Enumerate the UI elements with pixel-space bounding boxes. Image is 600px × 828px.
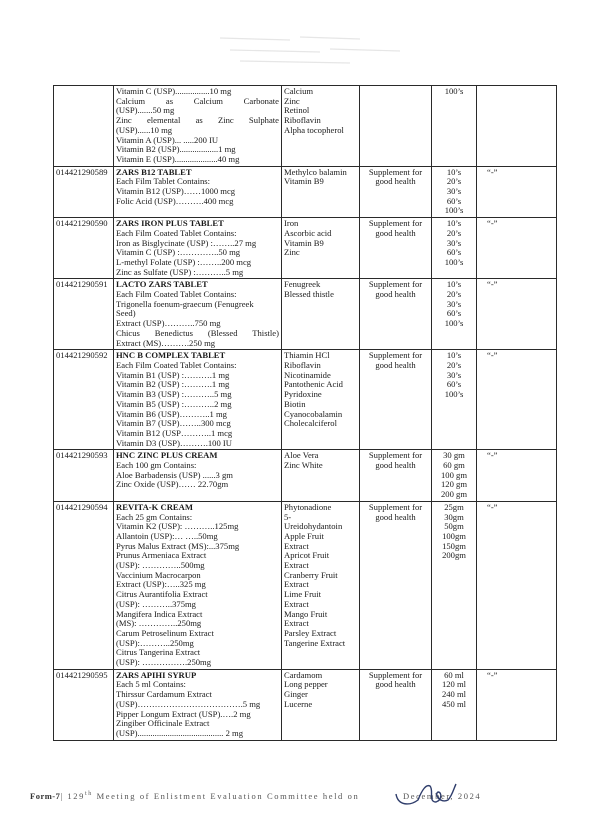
pack-size: 30’s	[446, 186, 462, 197]
pack-size: 100’s	[444, 389, 464, 400]
ingredient-line: Zinc	[284, 247, 300, 258]
ingredient-line: Fenugreek	[284, 279, 321, 290]
reg-no-cell	[54, 86, 114, 167]
composition-line: Vitamin B7 (USP)……..300 mcg	[116, 418, 231, 429]
pack-size: 20’s	[446, 289, 462, 300]
pack-size-cell	[432, 501, 477, 669]
pack-size: 120 ml	[441, 679, 467, 690]
composition-line: (USP): …………..500mg	[116, 560, 205, 571]
pack-size-cell	[432, 86, 477, 167]
ingredient-line: Pantothenic Acid	[284, 379, 343, 390]
pack-size: 100 gm	[440, 469, 468, 480]
ingredient-line: Biotin	[284, 398, 306, 409]
composition-cell	[114, 218, 282, 279]
remarks-cell: “-”	[477, 669, 557, 740]
meeting-number: 129	[67, 791, 85, 801]
composition-line: Extract (USP):…..325 mg	[116, 579, 206, 590]
page-footer: Form-7| 129th Meeting of Enlistment Evaluation Committee held on December, 2024	[30, 791, 482, 801]
ingredient-line: Calcium	[284, 86, 314, 96]
composition-cell	[114, 86, 282, 167]
composition-line: Vitamin B12 (USP………..1 mcg	[116, 427, 233, 438]
pack-size-cell	[432, 350, 477, 450]
indication-cell: Supplement for good health	[360, 501, 432, 669]
ingredient-line: Lime Fruit	[284, 589, 321, 600]
ingredient-line: Apricot Fruit	[284, 550, 330, 561]
ingredient-line: Tangerine Extract	[284, 637, 346, 648]
composition-line: Vitamin D3 (USP)……….100 IU	[116, 437, 232, 448]
composition-line: Aloe Barbadensis (USP) ......3 gm	[116, 469, 233, 480]
composition-line: Citrus Tangerina Extract	[116, 647, 201, 658]
pack-size: 150gm	[442, 540, 466, 551]
composition-line: Each Film Tablet Contains:	[116, 176, 210, 187]
composition-line: Pyrus Malus Extract (MS):...375mg	[116, 540, 240, 551]
composition-line: Mangifera Indica Extract	[116, 608, 203, 619]
ingredients-cell	[282, 501, 360, 669]
pack-size: 60’s	[446, 308, 462, 319]
ingredient-line: Retinol	[284, 105, 310, 116]
reg-no-cell: 014421290592	[54, 350, 114, 450]
composition-line: (USP)……………………………….5 mg	[116, 698, 261, 709]
pack-size-cell	[432, 450, 477, 502]
ingredient-line: 5-	[284, 511, 292, 522]
composition-line: Vitamin B3 (USP) :………..5 mg	[116, 389, 232, 400]
composition-line: Zingiber Officinale Extract	[116, 718, 210, 729]
meeting-ordinal-suffix: th	[84, 791, 93, 798]
ingredient-line: Ureidohydantoin	[284, 521, 343, 532]
composition-line: Allantoin (USP):… …..50mg	[116, 530, 218, 541]
ingredient-line: Zinc	[284, 95, 300, 106]
composition-line: Vitamin B1 (USP) :……….1 mg	[116, 369, 230, 380]
pack-size: 10’s	[446, 166, 462, 177]
product-name: HNC ZINC PLUS CREAM	[116, 450, 218, 461]
composition-line: (USP): ………..375mg	[116, 598, 196, 609]
product-name: HNC B COMPLEX TABLET	[116, 350, 226, 361]
pack-size: 30’s	[446, 237, 462, 248]
enlistment-table	[53, 85, 557, 741]
ingredient-line: Aloe Vera	[284, 450, 319, 461]
pack-size: 100’s	[444, 205, 464, 216]
composition-line: (USP).......50 mg	[116, 105, 175, 116]
pack-size: 10’s	[446, 279, 462, 290]
ingredient-line: Extract	[284, 598, 309, 609]
remarks-cell: “-”	[477, 501, 557, 669]
composition-line: Each 5 ml Contains:	[116, 679, 186, 690]
composition-line: (MS): …………..250mg	[116, 618, 202, 629]
composition-line: Vitamin A (USP)... .....200 IU	[116, 134, 219, 145]
pack-size: 200gm	[442, 550, 466, 561]
pack-size: 100’s	[444, 256, 464, 267]
pack-size: 50gm	[444, 521, 464, 532]
pack-size: 20’s	[446, 359, 462, 370]
remarks-cell: “-”	[477, 450, 557, 502]
pack-size: 30’s	[446, 298, 462, 309]
pack-size: 30’s	[446, 369, 462, 380]
composition-line: (USP)........................................ 2 mg	[116, 728, 244, 738]
indication-cell: Supplement for good health	[360, 279, 432, 350]
composition-line: (USP):………..250mg	[116, 637, 194, 648]
ingredients-cell	[282, 218, 360, 279]
composition-line: Zinc elemental as Zinc Sulphate	[116, 115, 279, 126]
pack-size: 20’s	[446, 227, 462, 238]
composition-line: Seed)	[116, 308, 136, 319]
pack-size: 30 gm	[443, 450, 465, 461]
ingredient-line: Phytonadione	[284, 501, 332, 512]
table-row	[54, 501, 557, 669]
ingredient-line: Extract	[284, 618, 309, 629]
ingredient-line: Lucerne	[284, 698, 313, 709]
table-row	[54, 450, 557, 502]
ingredient-line: Extract	[284, 560, 309, 571]
pack-size: 60’s	[446, 247, 462, 258]
ingredient-line: Parsley Extract	[284, 627, 337, 638]
composition-line: Each 25 gm Contains:	[116, 511, 193, 522]
composition-line: Vitamin B2 (USP)..................1 mg	[116, 144, 236, 155]
composition-line: Each Film Coated Tablet Contains:	[116, 359, 237, 370]
reg-no-cell: 014421290589	[54, 166, 114, 218]
composition-line: Prunus Armeniaca Extract	[116, 550, 207, 561]
ingredient-line: Long pepper	[284, 679, 328, 690]
faint-bleedthrough-text	[200, 28, 420, 68]
ingredient-line: Nicotinamide	[284, 369, 331, 380]
composition-line: Folic Acid (USP)……….400 mcg	[116, 195, 234, 206]
composition-line: (USP)......10 mg	[116, 124, 173, 135]
composition-line: Zinc Oxide (USP)…… 22.70gm	[116, 479, 229, 490]
composition-line: Carum Petroselinum Extract	[116, 627, 214, 638]
pack-size: 60’s	[446, 379, 462, 390]
ingredients-cell	[282, 279, 360, 350]
composition-line: L-methyl Folate (USP) :……..200 mcg	[116, 256, 252, 267]
ingredients-cell	[282, 350, 360, 450]
pack-size: 60’s	[446, 195, 462, 206]
table-row	[54, 279, 557, 350]
pack-size: 450 ml	[441, 698, 467, 709]
product-name: REVITA-K CREAM	[116, 501, 193, 512]
pack-size-cell	[432, 166, 477, 218]
table-row	[54, 86, 557, 167]
footer-text: Meeting of Enlistment Evaluation Committee held on	[92, 791, 360, 801]
ingredients-cell	[282, 450, 360, 502]
composition-line: Citrus Aurantifolia Extract	[116, 589, 208, 600]
indication-cell	[360, 86, 432, 167]
pack-size: 60 gm	[443, 460, 465, 471]
reg-no-cell: 014421290593	[54, 450, 114, 502]
indication-cell: Supplement for good health	[360, 350, 432, 450]
composition-line: Vitamin E (USP)....................40 mg	[116, 153, 240, 164]
composition-line: Calcium as Calcium Carbonate	[116, 95, 279, 106]
ingredient-line: Vitamin B9	[284, 237, 324, 248]
composition-cell	[114, 501, 282, 669]
table-row	[54, 350, 557, 450]
ingredient-line: Blessed thistle	[284, 289, 334, 300]
composition-line: Vitamin B2 (USP) :……….1 mg	[116, 379, 230, 390]
composition-line: Vitamin C (USP) :…………..50 mg	[116, 247, 241, 258]
composition-line: Extract (MS)……….250 mg	[116, 337, 216, 348]
ingredient-line: Cranberry Fruit	[284, 569, 338, 580]
remarks-cell: “-”	[477, 218, 557, 279]
pack-size: 100’s	[444, 86, 464, 96]
ingredients-cell	[282, 86, 360, 167]
pack-size: 120 gm	[440, 479, 468, 490]
reg-no-cell: 014421290595	[54, 669, 114, 740]
ingredient-line: Zinc White	[284, 460, 323, 471]
table-row	[54, 218, 557, 279]
composition-cell	[114, 279, 282, 350]
remarks-cell	[477, 86, 557, 167]
composition-line: Vaccinium Macrocarpon	[116, 569, 201, 580]
remarks-cell: “-”	[477, 279, 557, 350]
pack-size: 25gm	[444, 501, 464, 512]
ingredient-line: Alpha tocopherol	[284, 124, 344, 135]
reg-no-cell: 014421290591	[54, 279, 114, 350]
composition-line: Vitamin K2 (USP): ………..125mg	[116, 521, 239, 532]
product-name: ZARS APIHI SYRUP	[116, 669, 197, 680]
ingredient-line: Methylco balamin	[284, 166, 347, 177]
composition-line: Chicus Benedictus (Blessed Thistle)	[116, 327, 279, 338]
composition-cell	[114, 350, 282, 450]
pack-size: 10’s	[446, 350, 462, 361]
composition-line: Zinc as Sulfate (USP) :………..5 mg	[116, 266, 244, 277]
composition-line: (USP): …………….250mg	[116, 657, 212, 668]
pack-size-cell	[432, 669, 477, 740]
pack-size: 100gm	[442, 530, 466, 541]
composition-line: Each 100 gm Contains:	[116, 460, 197, 471]
indication-cell: Supplement for good health	[360, 669, 432, 740]
ingredient-line: Cardamom	[284, 669, 323, 680]
pack-size-cell	[432, 218, 477, 279]
composition-line: Thirssur Cardamum Extract	[116, 689, 212, 700]
ingredient-line: Apple Fruit	[284, 530, 324, 541]
product-name: ZARS IRON PLUS TABLET	[116, 218, 224, 229]
composition-line: Vitamin B6 (USP)………..1 mg	[116, 408, 227, 419]
product-name: LACTO ZARS TABLET	[116, 279, 208, 290]
ingredient-line: Pyridoxine	[284, 389, 322, 400]
composition-line: Each Film Coated Tablet Contains:	[116, 227, 237, 238]
ingredients-cell	[282, 166, 360, 218]
pack-size: 240 ml	[441, 689, 467, 700]
ingredient-line: Ascorbic acid	[284, 227, 332, 238]
ingredient-line: Riboflavin	[284, 115, 321, 126]
pack-size: 200 gm	[440, 489, 468, 500]
composition-line: Vitamin B12 (USP)……1000 mcg	[116, 186, 236, 197]
pack-size: 60 ml	[444, 669, 464, 680]
indication-cell: Supplement for good health	[360, 450, 432, 502]
composition-line: Vitamin B5 (USP) :………..2 mg	[116, 398, 232, 409]
pack-size: 20’s	[446, 176, 462, 187]
ingredients-cell	[282, 669, 360, 740]
ingredient-line: Riboflavin	[284, 359, 321, 370]
ingredient-line: Extract	[284, 579, 309, 590]
ingredient-line: Ginger	[284, 689, 308, 700]
composition-line: Trigonella foenum-graecum (Fenugreek	[116, 298, 254, 309]
remarks-cell: “-”	[477, 166, 557, 218]
composition-line: Iron as Bisglycinate (USP) :……..27 mg	[116, 237, 257, 248]
indication-cell: Supplement for good health	[360, 218, 432, 279]
composition-cell	[114, 450, 282, 502]
pack-size: 30gm	[444, 511, 464, 522]
table-row	[54, 166, 557, 218]
ingredient-line: Iron	[284, 218, 299, 229]
ingredient-line: Thiamin HCl	[284, 350, 330, 361]
signature-mark	[392, 780, 462, 808]
ingredient-line: Vitamin B9	[284, 176, 324, 187]
pack-size-cell	[432, 279, 477, 350]
ingredient-line: Cyanocobalamin	[284, 408, 343, 419]
ingredient-line: Mango Fruit	[284, 608, 328, 619]
table-row	[54, 669, 557, 740]
composition-cell	[114, 166, 282, 218]
remarks-cell: “-”	[477, 350, 557, 450]
form-label: Form-7	[30, 791, 61, 801]
ingredient-line: Extract	[284, 540, 309, 551]
pack-size: 100’s	[444, 318, 464, 329]
composition-line: Vitamin C (USP)................10 mg	[116, 86, 232, 96]
ingredient-line: Cholecalciferol	[284, 418, 337, 429]
pack-size: 10’s	[446, 218, 462, 229]
composition-cell	[114, 669, 282, 740]
indication-cell: Supplement for good health	[360, 166, 432, 218]
footer-date: December, 2024	[399, 791, 482, 801]
product-name: ZARS B12 TABLET	[116, 166, 192, 177]
reg-no-cell: 014421290590	[54, 218, 114, 279]
composition-line: Each Film Coated Tablet Contains:	[116, 289, 237, 300]
reg-no-cell: 014421290594	[54, 501, 114, 669]
composition-line: Extract (USP)………..750 mg	[116, 318, 221, 329]
composition-line: Pipper Longum Extract (USP).….2 mg	[116, 708, 251, 719]
